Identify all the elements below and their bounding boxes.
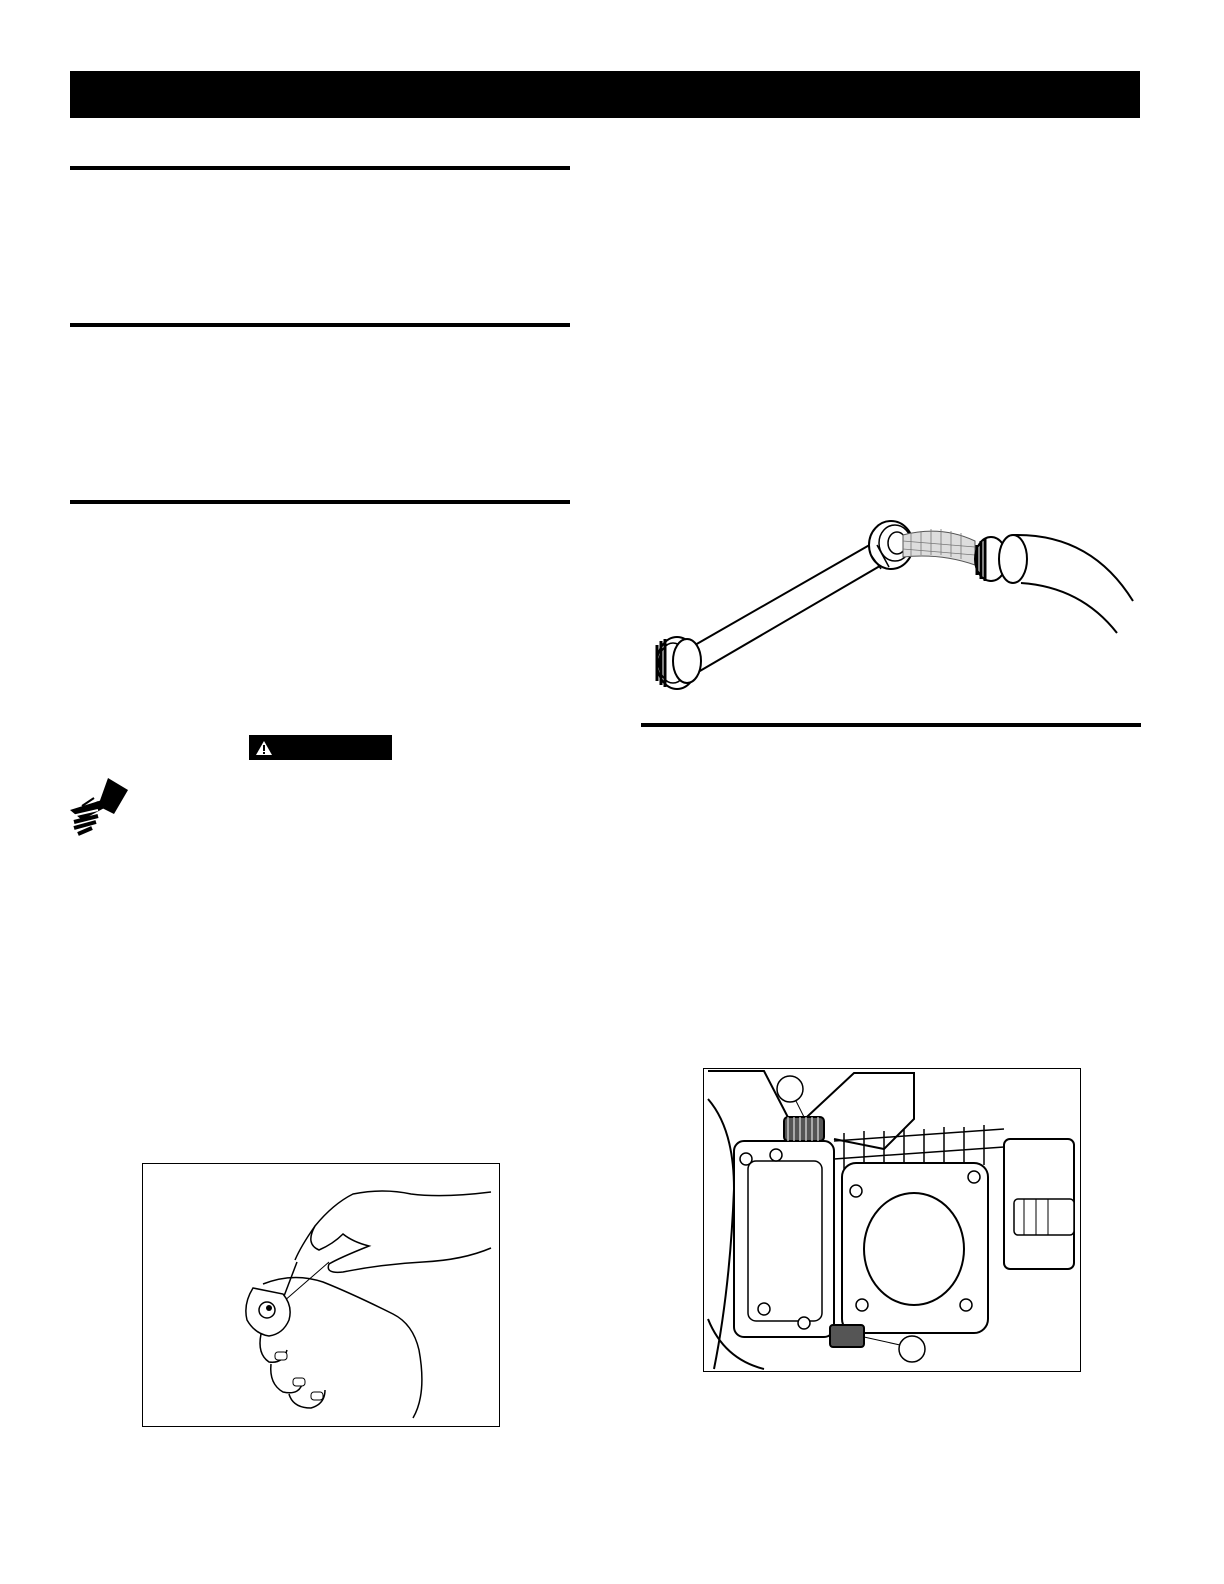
pump-figure <box>703 1068 1081 1372</box>
section-divider-4 <box>641 723 1141 727</box>
high-pressure-injection-hazard-icon <box>68 776 130 836</box>
section-divider-2 <box>70 323 570 327</box>
section-divider-3 <box>70 500 570 504</box>
section-divider-1 <box>70 166 570 170</box>
hose-figure <box>641 505 1141 695</box>
section-header-bar <box>70 71 1140 118</box>
warning-triangle-icon <box>255 740 273 756</box>
nozzle-cleaning-figure <box>142 1163 500 1427</box>
section-header-title <box>70 83 84 105</box>
warning-label <box>249 735 392 760</box>
